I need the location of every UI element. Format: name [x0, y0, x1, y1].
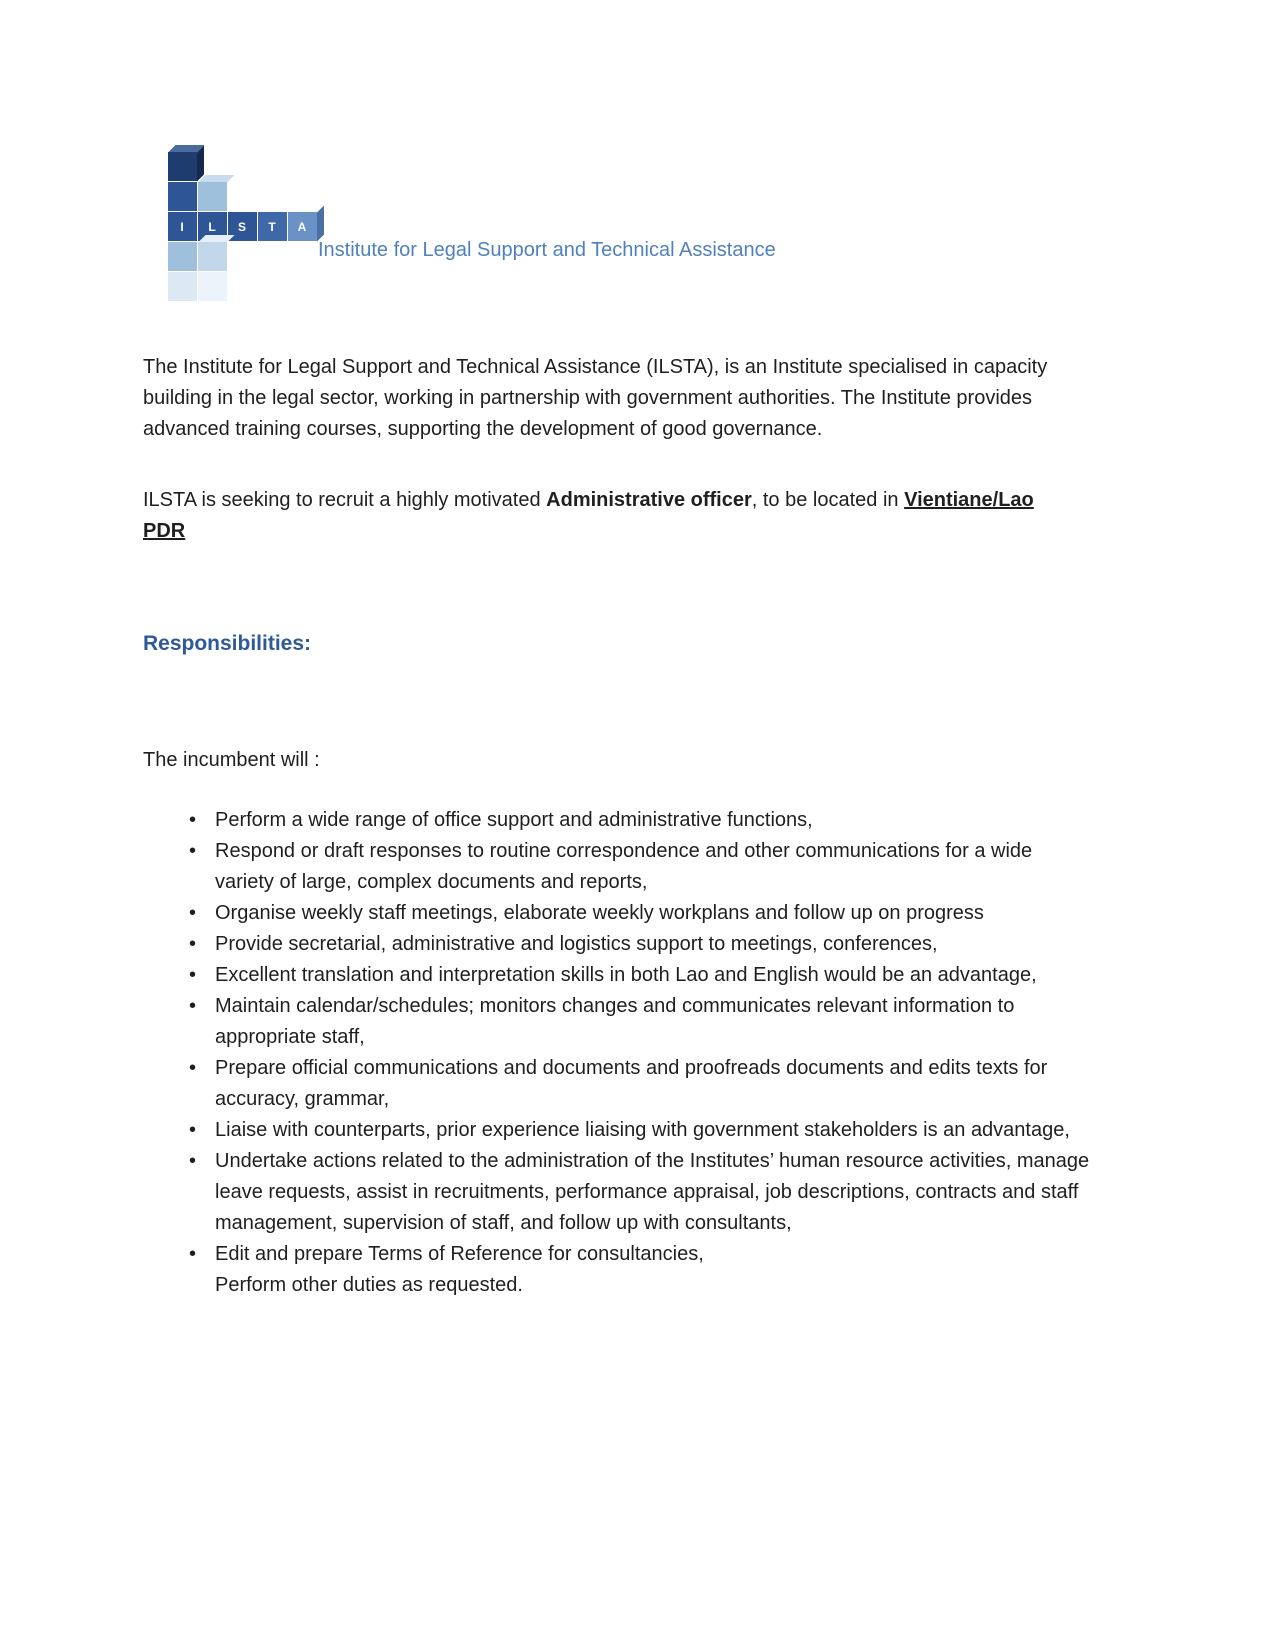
responsibility-item [185, 898, 1095, 929]
logo-cube [168, 182, 197, 211]
ilsta-logo [160, 148, 1275, 288]
responsibility-item [185, 805, 1095, 836]
responsibility-text: Provide secretarial, administrative and logistics support to meetings, conferences, [215, 933, 938, 955]
responsibility-text: Undertake actions related to the administration of the Institutes’ human resource activities, manage leave requests, assist in recruitments, performance appraisal, job descriptions, contracts and staff management, supervision of staff, and follow up with consultants, [215, 1150, 1090, 1234]
responsibility-text: Maintain calendar/schedules; monitors changes and communicates relevant information to appropriate staff, [215, 995, 1015, 1048]
trailing-duty-line: Perform other duties as requested. [215, 1274, 523, 1296]
logo-cube [168, 242, 197, 271]
logo-cube [198, 272, 227, 301]
recruit-prefix: ILSTA is seeking to recruit a highly motivated [143, 489, 547, 511]
logo-cube [198, 242, 227, 271]
logo-cube [168, 272, 197, 301]
recruit-middle: , to be located in [751, 489, 905, 511]
logo-cube-side-face [317, 205, 324, 241]
responsibility-text: Prepare official communications and documents and proofreads documents and edits texts for accuracy, grammar, [215, 1057, 1048, 1110]
logo-letter: T [268, 219, 277, 234]
responsibility-item [185, 929, 1095, 960]
responsibility-text: Excellent translation and interpretation skills in both Lao and English would be an advantage, [215, 964, 1037, 986]
intro-paragraph: The Institute for Legal Support and Technical Assistance (ILSTA), is an Institute specialised in capacity building in the legal sector, working in partnership with government authorities. The Institute provides advanced training courses, supporting the development of good governance. [143, 356, 1048, 440]
responsibility-text: Edit and prepare Terms of Reference for consultancies, [215, 1243, 704, 1265]
logo-cube-top-face [199, 175, 235, 182]
responsibility-item [185, 1146, 1095, 1239]
logo-cube [198, 182, 227, 211]
recruitment-paragraph [143, 485, 1078, 547]
logo-cube [168, 152, 197, 181]
logo-cube-letter-t [258, 212, 287, 241]
responsibility-text: Organise weekly staff meetings, elaborate weekly workplans and follow up on progress [215, 902, 984, 924]
document-body [0, 352, 1275, 1301]
responsibility-item [185, 960, 1095, 991]
incumbent-lead: The incumbent will : [143, 749, 320, 771]
logo-cube-letter-a [288, 212, 317, 241]
responsibility-item [185, 1115, 1095, 1146]
responsibility-item [185, 1239, 1095, 1270]
responsibility-item [185, 836, 1095, 898]
responsibility-item [185, 1053, 1095, 1115]
responsibility-text: Liaise with counterparts, prior experience liaising with government stakeholders is an advantage, [215, 1119, 1070, 1141]
logo-letter: L [208, 219, 217, 234]
logo-cube-letter-i [168, 212, 197, 241]
logo-wordmark: Institute for Legal Support and Technical Assistance [318, 239, 776, 261]
logo-letter: A [297, 219, 308, 234]
responsibility-item [185, 991, 1095, 1053]
recruit-location: Vientiane/Lao PDR [143, 489, 1034, 542]
logo-letter: I [180, 219, 185, 234]
recruit-role: Administrative officer [546, 489, 752, 511]
logo-letter: S [237, 219, 247, 234]
responsibility-text: Respond or draft responses to routine correspondence and other communications for a wide variety of large, complex documents and reports, [215, 840, 1033, 893]
responsibility-text: Perform a wide range of office support and administrative functions, [215, 809, 813, 831]
responsibilities-heading: Responsibilities: [143, 632, 312, 655]
responsibilities-list [185, 805, 1095, 1270]
